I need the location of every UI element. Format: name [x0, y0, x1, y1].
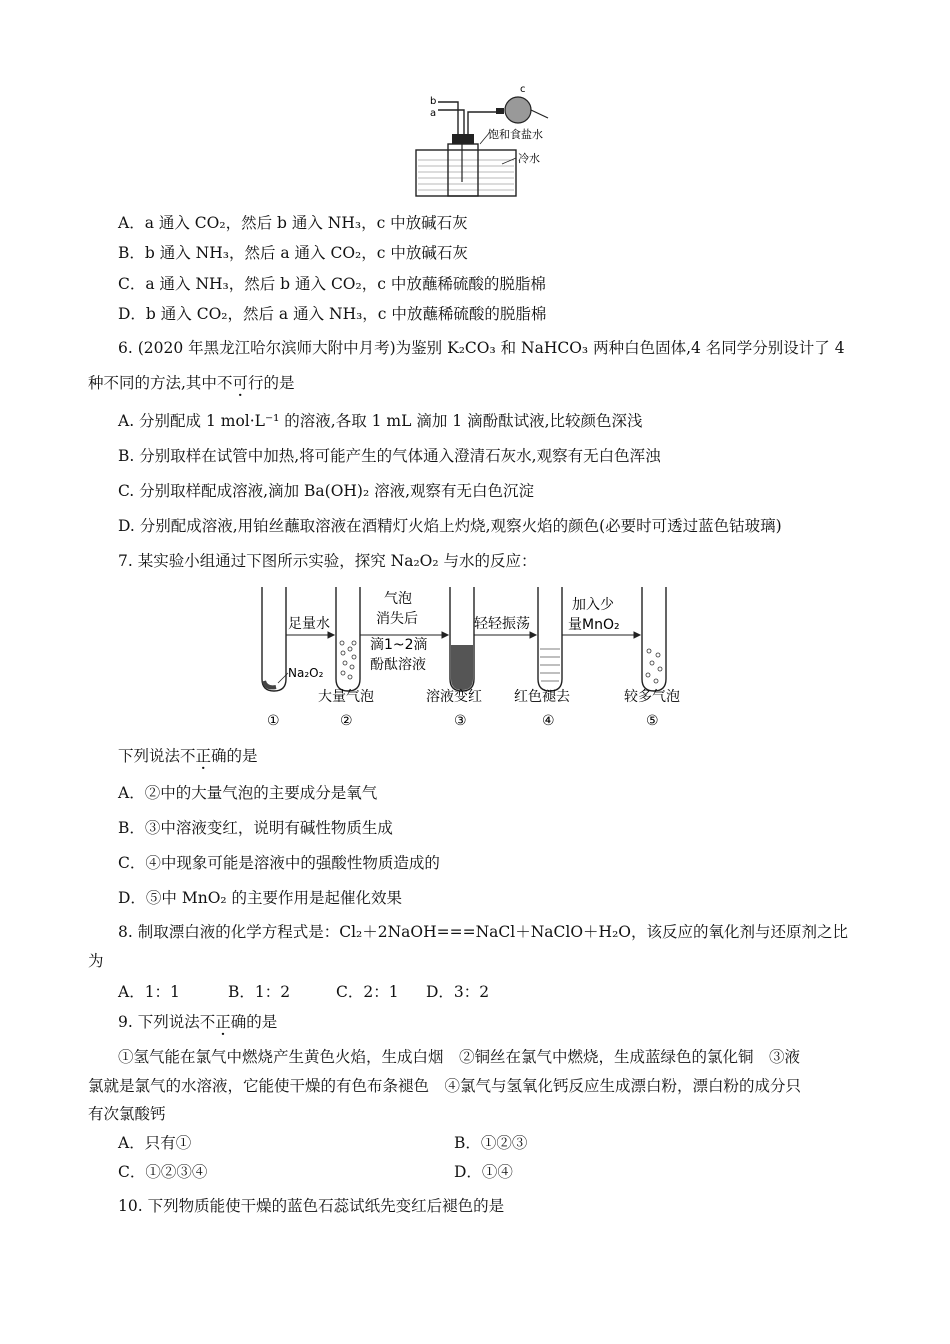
q9-stem-emphasis: 不正确 [199, 1013, 247, 1031]
q6-option-b: B. 分别取样在试管中加热,将可能产生的气体通入澄清石灰水,观察有无白色浑浊 [118, 447, 661, 465]
step4-label-a: 加入少 [572, 597, 614, 613]
step1-label: 足量水 [288, 616, 330, 632]
q8-stem-line2: 为 [88, 952, 104, 970]
q8-option-a: A．1：1 [118, 983, 180, 1001]
label-a: a [430, 108, 437, 119]
q6-stem-emphasis: 不可行 [216, 374, 264, 392]
q9-option-a: A．只有① [118, 1134, 192, 1152]
obs3-label: 溶液变红 [426, 689, 482, 705]
q5-option-a: A．a 通入 CO₂，然后 b 通入 NH₃，c 中放碱石灰 [118, 214, 468, 232]
q9-stem [118, 1012, 277, 1032]
label-coldwater: 冷水 [518, 152, 540, 165]
step4-label-b: 量MnO₂ [568, 617, 620, 633]
q7-ask-post: 的是 [226, 747, 258, 765]
q6-stem-post: 的是 [263, 374, 295, 392]
label-brine: 饱和食盐水 [488, 128, 543, 141]
q7-ask-emphasis: 不正确 [180, 747, 227, 765]
q9-stem-pre: 9. 下列说法 [118, 1013, 200, 1031]
apparatus-figure [410, 82, 570, 202]
tube-number-5: ⑤ [646, 713, 659, 729]
q7-option-c: C．④中现象可能是溶液中的强酸性物质造成的 [118, 854, 440, 872]
q6-stem-line2 [88, 373, 294, 393]
tube-number-2: ② [340, 713, 353, 729]
label-b: b [430, 96, 437, 107]
q6-stem-line1: 6. (2020 年黑龙江哈尔滨师大附中月考)为鉴别 K₂CO₃ 和 NaHCO₃ 两种白色固体,4 名同学分别设计了 4 [118, 339, 845, 357]
obs4-label: 红色褪去 [514, 689, 570, 705]
step2-label-c: 滴1~2滴 [370, 637, 428, 653]
q7-option-b: B．③中溶液变红，说明有碱性物质生成 [118, 819, 393, 837]
q6-option-a: A. 分别配成 1 mol·L⁻¹ 的溶液,各取 1 mL 滴加 1 滴酚酞试液,比较颜色深浅 [118, 412, 643, 430]
step2-label-b: 消失后 [376, 611, 418, 627]
q7-stem: 7. 某实验小组通过下图所示实验，探究 Na₂O₂ 与水的反应： [118, 552, 537, 570]
q8-option-d: D．3：2 [426, 983, 490, 1001]
q9-option-c: C．①②③④ [118, 1163, 208, 1181]
label-c: c [520, 84, 526, 95]
q10-stem: 10. 下列物质能使干燥的蓝色石蕊试纸先变红后褪色的是 [118, 1197, 505, 1215]
q8-stem-line1: 8. 制取漂白液的化学方程式是：Cl₂＋2NaOH===NaCl＋NaClO＋H₂O，该反应的氧化剂与还原剂之比 [118, 923, 848, 941]
q9-option-b: B．①②③ [454, 1134, 528, 1152]
q9-body-line2: 氯就是氯气的水溶液，它能使干燥的有色布条褪色 ④氯气与氢氧化钙反应生成漂白粉，漂白粉的成分只 [88, 1077, 802, 1095]
q5-option-b: B．b 通入 NH₃，然后 a 通入 CO₂，c 中放碱石灰 [118, 244, 468, 262]
q5-option-d: D．b 通入 CO₂，然后 a 通入 NH₃，c 中放蘸稀硫酸的脱脂棉 [118, 305, 547, 323]
step2-label-d: 酚酞溶液 [370, 657, 426, 673]
obs5-label: 较多气泡 [624, 689, 680, 705]
q9-body-line3: 有次氯酸钙 [88, 1105, 166, 1123]
q8-option-b: B．1：2 [228, 983, 291, 1001]
q7-experiment-figure [250, 583, 710, 733]
tube-number-3: ③ [454, 713, 467, 729]
q7-ask [118, 746, 258, 766]
q7-ask-pre: 下列说法 [118, 747, 181, 765]
q6-option-d: D. 分别配成溶液,用铂丝蘸取溶液在酒精灯火焰上灼烧,观察火焰的颜色(必要时可透过蓝色钴玻璃) [118, 517, 782, 535]
step3-label: 轻轻振荡 [474, 616, 530, 632]
step2-label-a: 气泡 [384, 591, 412, 607]
na2o2-label: Na₂O₂ [288, 666, 324, 680]
tube-number-4: ④ [542, 713, 555, 729]
tube-number-1: ① [267, 713, 280, 729]
q6-option-c: C. 分别取样配成溶液,滴加 Ba(OH)₂ 溶液,观察有无白色沉淀 [118, 482, 535, 500]
q8-option-c: C．2：1 [336, 983, 399, 1001]
q7-option-a: A．②中的大量气泡的主要成分是氧气 [118, 784, 378, 802]
q6-stem-pre: 种不同的方法,其中 [88, 374, 217, 392]
q7-option-d: D．⑤中 MnO₂ 的主要作用是起催化效果 [118, 889, 403, 907]
obs2-label: 大量气泡 [318, 689, 374, 705]
q9-body-line1: ①氢气能在氯气中燃烧产生黄色火焰，生成白烟 ②铜丝在氯气中燃烧，生成蓝绿色的氯化铜 ③液 [118, 1048, 801, 1066]
q5-option-c: C．a 通入 NH₃，然后 b 通入 CO₂，c 中放蘸稀硫酸的脱脂棉 [118, 275, 546, 293]
q9-stem-post: 的是 [246, 1013, 278, 1031]
q9-option-d: D．①④ [454, 1163, 513, 1181]
